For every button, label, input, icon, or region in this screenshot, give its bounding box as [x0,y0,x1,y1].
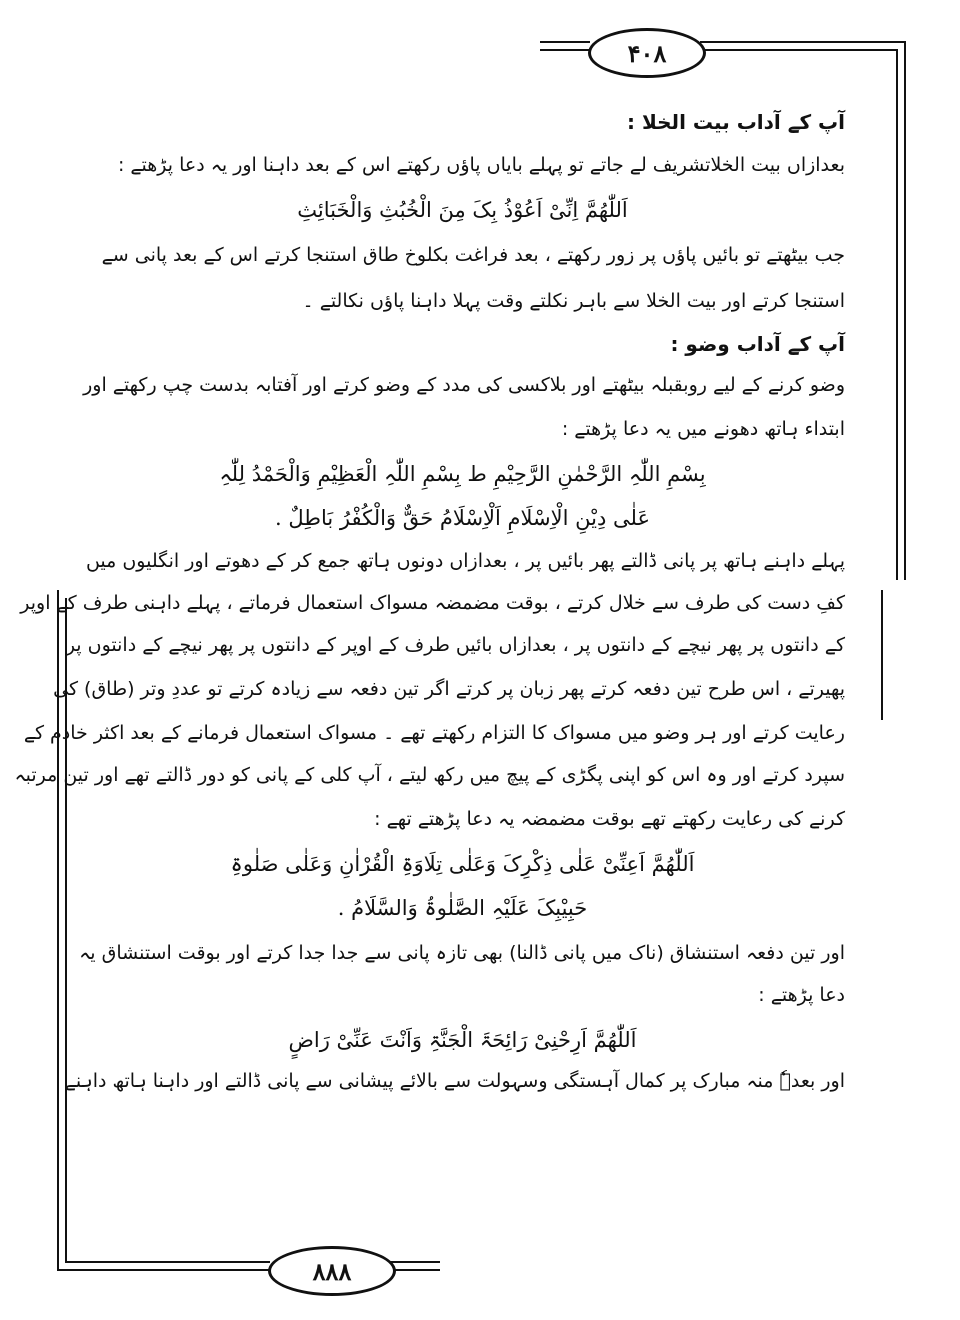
section-heading: آپ کے آداب بیت الخلا : [627,110,845,134]
text-line: اور بعدہٗ منہ مبارک پر کمال آہستگی وسہولت سے بالائے پیشانی سے پانی ڈالتے اور داہنا ہاتھ داہنے [64,1070,845,1092]
text-line: دعا پڑھتے : [758,984,845,1006]
text-line: پھیرتے ، اس طرح تین دفعہ کرتے پھر زبان پر کرتے اگر تین دفعہ سے زیادہ کرتے تو عددِ وتر (طاق) کی [53,678,845,700]
text-line: سپرد کرتے اور وہ اس کو اپنی پگڑی کے پیچ میں رکھ لیتے ، آپ کلی کے پانی کو دور ڈالتے تھے اور تین مرتبہ [14,764,845,786]
text-line: اور تین دفعہ استنشاق (ناک میں پانی ڈالنا) بھی تازہ پانی سے جدا جدا کرتے اور بوقت استنشاق یہ [79,942,845,964]
text-line: کے دانتوں پر پھر نیچے کے دانتوں پر ، بعدازاں بائیں طرف کے اوپر کے دانتوں پر پھر نیچے کے دانتوں پر [65,634,845,656]
dua-line: اَللّٰھُمَّ اَرِحْنِیْ رَائِحَۃَ الْجَنَّۃِ وَاَنْتَ عَنِّیْ رَاضٍ [288,1028,637,1052]
text-line: وضو کرنے کے لیے روبقبلہ بیٹھتے اور بلاکسی کی مدد کے وضو کرتے اور آفتابہ بدست چپ رکھتے اور [83,374,845,396]
text-line: کرنے کی رعایت رکھتے تھے بوقت مضمضہ یہ دعا پڑھتے تھے : [374,808,845,830]
text-line: ابتداء ہاتھ دھونے میں یہ دعا پڑھتے : [561,418,845,440]
page-number-bottom [268,1246,396,1296]
text-line: جب بیٹھتے تو بائیں پاؤں پر زور رکھتے ، بعد فراغت بکلوخ طاق استنجا کرتے اس کے بعد پانی سے [101,244,845,266]
text-line: بعدازاں بیت الخلاتشریف لے جاتے تو پہلے بایاں پاؤں رکھتے اس کے بعد داہنا اور یہ دعا پڑھتے : [117,154,845,176]
text-line: کفِ دست کی طرف سے خلال کرتے ، بوقت مضمضہ مسواک استعمال فرماتے ، پہلے داہنی طرف کے اوپر [20,592,845,614]
page-number-bottom-text: ۸۸۸ [312,1256,352,1286]
section-heading: آپ کے آداب وضو : [670,332,845,356]
page-number-top-text: ۴۰۸ [627,38,667,68]
dua-line: اَللّٰھُمَّ اَعِنِّیْ عَلٰی ذِکْرِکَ وَعَلٰی تِلَاوَۃِ الْقُرْاٰنِ وَعَلٰی صَلٰوۃِ [230,852,695,876]
dua-line: اَللّٰھُمَّ اِنِّیْ اَعُوْذُ بِکَ مِنَ الْخُبُثِ وَالْخَبَائِثِ [297,198,628,222]
text-line: رعایت کرتے اور ہر وضو میں مسواک کا التزام رکھتے تھے ۔ مسواک استعمال فرمانے کے بعد اکثر خادم کے [23,722,845,744]
text-line: استنجا کرتے اور بیت الخلا سے باہر نکلتے وقت پہلا داہنا پاؤں نکالتے ۔ [302,290,845,312]
dua-line: بِسْمِ اللّٰہِ الرَّحْمٰنِ الرَّحِیْمِ ط بِسْمِ اللّٰہِ الْعَظِیْمِ وَالْحَمْدُ لِلّٰہِ [219,462,706,486]
text-line: پہلے داہنے ہاتھ پر پانی ڈالتے پھر بائیں پر ، بعدازاں دونوں ہاتھ جمع کر کے دھوتے اور انگلیوں میں [85,550,845,572]
page-number-top [588,28,706,78]
dua-line: عَلٰی دِیْنِ الْاِسْلَامِ اَلْاِسْلَامُ حَقٌّ وَالْکُفْرُ بَاطِلٌ . [275,506,650,530]
dua-line: حَبِیْبِکَ عَلَیْہِ الصَّلٰوۃُ وَالسَّلَامُ . [337,896,588,920]
